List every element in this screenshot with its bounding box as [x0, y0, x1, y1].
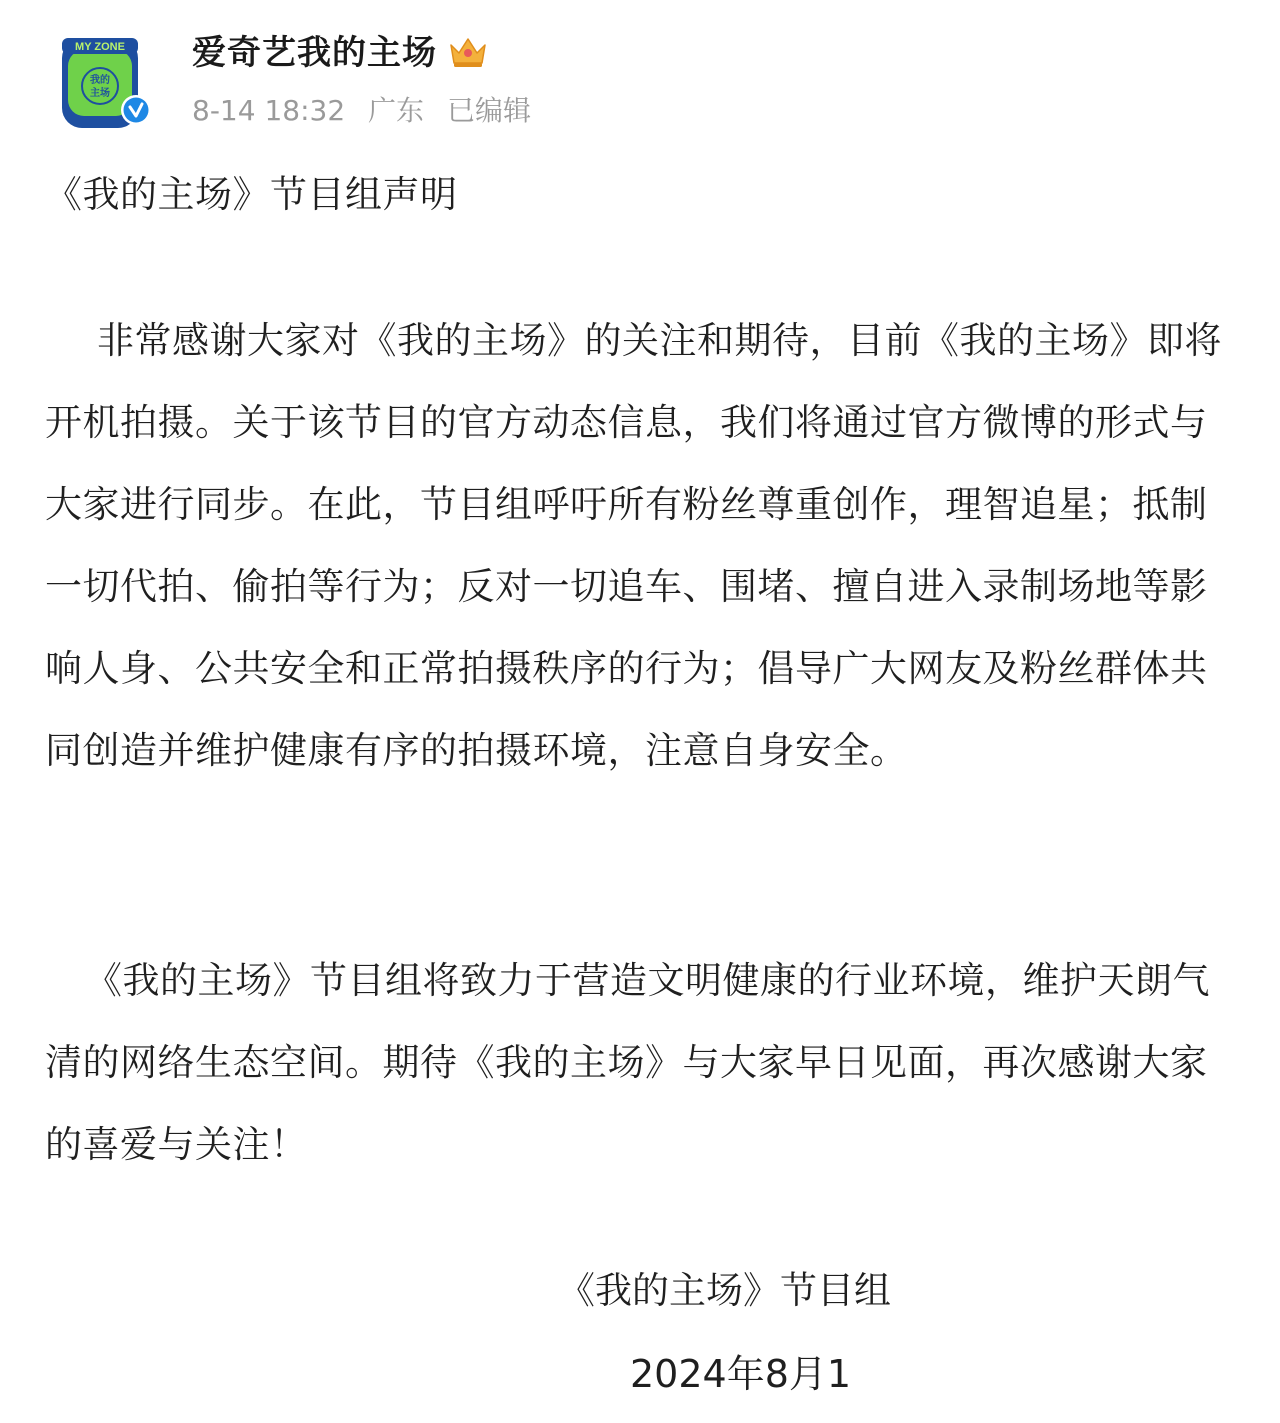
watermark-overlay [868, 1350, 1280, 1410]
avatar-text-top: MY ZONE [75, 41, 125, 53]
avatar-text-line2: 主场 [90, 88, 110, 99]
account-avatar[interactable] [60, 36, 152, 134]
post-paragraph-1: 非常感谢大家对《我的主场》的关注和期待，目前《我的主场》即将开机拍摄。关于该节目的官方动态信息，我们将通过官方微博的形式与大家进行同步。在此，节目组呼吁所有粉丝尊重创作，理智追星；抵制一切代拍、偷拍等行为；反对一切追车、围堵、擅自进入录制场地等影响人身、公共安全和正常拍摄秩序的行为；倡导广大网友及粉丝群体共同创造并维护健康有序的拍摄环境，注意自身安全。 [45, 319, 1222, 772]
verified-badge-icon [121, 95, 151, 125]
account-name-text[interactable]: 爱奇艺我的主场 [192, 33, 437, 73]
post-edited-label[interactable]: 已编辑 [446, 94, 531, 127]
account-name[interactable] [192, 33, 489, 73]
post-location: 广东 [368, 94, 425, 127]
post-header [60, 33, 1220, 146]
post-meta [192, 96, 545, 126]
post-date: 8-14 18:32 [192, 94, 346, 127]
crown-icon [447, 35, 489, 69]
post-sign-date: 2024年8月1 [630, 1352, 852, 1396]
post-paragraph-2: 《我的主场》节目组将致力于营造文明健康的行业环境，维护天朗气清的网络生态空间。期待《我的主场》与大家早日见面，再次感谢大家的喜爱与关注！ [45, 959, 1210, 1166]
post-title: 《我的主场》节目组声明 [45, 173, 458, 216]
avatar-text-line1: 我的 [90, 75, 110, 86]
post-signature: 《我的主场》节目组 [558, 1269, 891, 1312]
